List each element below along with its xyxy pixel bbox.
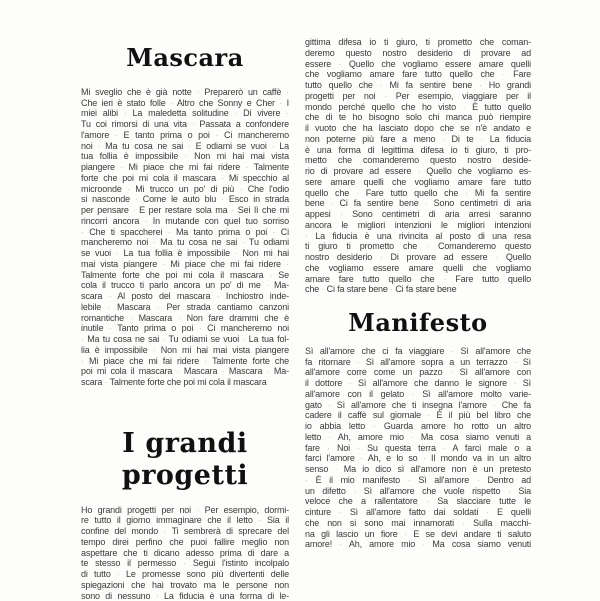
separator-dot: · [266,366,270,377]
separator-dot: · [245,162,249,173]
lyric-line: Che ieri è stato folle · Altro che Sonny e Cher · I [81,97,289,108]
separator-dot: · [220,172,224,183]
separator-dot: · [108,291,112,302]
separator-dot: · [486,507,490,518]
lyric-line: · La fiducia è una rivincita al posto di una resa [305,230,531,241]
separator-dot: · [107,301,111,312]
lyric-line: re tutto il giorno immaginare che il letto · Sia il [81,515,289,526]
separator-dot: · [427,410,431,421]
separator-dot: · [465,187,468,198]
lyric-line: te stesso il permesso · Segui l'istinto incolpalo [81,558,290,569]
lyric-line: · È il mio manifesto · Sì all'amore · Dentro ad [305,474,532,485]
lyric-line: forte che poi mi cola il mascara · Mi specchio al [81,172,289,183]
song-title-i-grandi-progetti: I grandi progetti [121,427,249,492]
separator-dot: · [215,129,219,140]
lyric-line: il vuoto che ha lasciato dopo che se n'è andato e [305,123,531,133]
lyric-line: sere amare quelli che vogliamo amare fare tutto [305,176,531,187]
lyric-line: che non si sono mai innamorati · Sulla macchi- [305,517,532,528]
separator-dot: · [216,291,220,302]
lyric-line: quello che · Fare tutto quello che · Mi fa sentire [305,187,531,198]
separator-dot: · [305,474,308,485]
lyric-line: amore! · Ah, amore mio · Ma cosa siamo venuti [305,539,532,550]
separator-dot: · [176,366,180,377]
separator-dot: · [242,334,246,345]
lyrics-i-grandi-progetti [81,505,289,601]
separator-dot: · [373,421,376,432]
separator-dot: · [327,399,331,410]
separator-dot: · [478,80,482,90]
lyric-line: rio di provare ad essere · Quello che vogliamo es- [305,166,531,176]
separator-dot: · [422,453,426,464]
separator-dot: · [123,108,127,119]
separator-dot: · [81,355,84,366]
separator-dot: · [449,367,453,378]
separator-dot: · [462,517,466,528]
separator-dot: · [167,226,171,237]
lyric-line: che vogliamo amare fare tutto quello che · Fare [305,69,531,80]
separator-dot: · [339,539,343,550]
separator-dot: · [157,301,160,312]
lyric-line: piangere · Mi piace che mi fai ridere · Talmente [81,162,289,173]
separator-dot: · [502,69,506,80]
lyric-line: è una forma di legittima difesa io ti giuro, ti pro- [305,144,531,155]
lyrics-i-grandi-progetti-continued [305,37,531,295]
separator-dot: · [81,226,84,237]
lyric-line: si nasconde · Come le auto blu · Esco in strada [81,194,290,205]
lyric-line: nostro desiderio · Di provare ad essere · Quello [305,252,531,262]
separator-dot: · [241,237,245,248]
lyric-line: un difetto · Sì all'amore che vuole rispetto · Sia [305,485,531,496]
lyric-line: all'amore con il gelato · Sì all'amore molto varie- [305,388,531,399]
separator-dot: · [379,252,383,262]
separator-dot: · [442,133,445,144]
separator-dot: · [272,226,276,237]
lyric-line: fa ritornare · Sì all'amore sopra a un terrazzo · Sì [305,356,531,367]
lyric-line: gittima difesa io ti giuro, ti prometto che coman- [305,37,531,47]
lyric-line: di tutto · Le promesse sono più divertenti delle [81,569,290,580]
lyric-line: lebile · Mascara · Per strada cantiamo canzoni [81,301,289,312]
lyric-line: non poterne più fare a meno · Di te · La fiducia [305,133,531,144]
lyric-line: se vuoi · La tua follia è impossibile · Non mi hai [81,248,289,259]
lyric-line: ancora le migliori intenzioni le migliori intenzioni [305,219,531,230]
separator-dot: · [271,140,275,151]
separator-dot: · [327,442,330,453]
separator-dot: · [204,355,208,366]
lyric-line: mai vista piangere · Mi piace che mi fai ridere · [81,258,289,269]
separator-dot: · [129,312,133,323]
separator-dot: · [170,97,173,108]
lyric-line: che · Ci fa stare bene · Ci fa stare bene [305,284,457,295]
lyric-line: spiegazioni che hai trovato ma le persone non [81,579,289,590]
separator-dot: · [120,162,124,173]
lyric-line: confine del mondo · Ti sembrerà di sprecare del [81,526,289,537]
separator-dot: · [404,528,407,539]
lyric-line: l'amore · E tanto prima o poi · Ci mancheremo [81,129,289,140]
separator-dot: · [187,140,191,151]
separator-dot: · [196,504,200,515]
lyric-line: scara · Al posto del mascara · Inchiostro inde- [81,291,290,302]
separator-dot: · [495,252,499,262]
lyric-line: inutile · Tanto prima o poi · Ci mancheremo noi [81,323,289,334]
lyric-line: aspettare che ti dicano adesso prima di dare a [81,547,289,558]
lyric-line: veloce che a rallentatore · Sa slacciare tutte le [305,496,531,507]
lyric-line: io abbia letto · Guarda amore ho rotto un altro [305,421,532,432]
lyric-line: cola il trucco ti parlo ancora un po' di me · Ma- [81,280,290,291]
lyric-line: · Ma tu cosa ne sai · Tu odiami se vuoi · La tua fol- [81,334,289,345]
separator-dot: · [426,496,429,507]
lyric-line: deremo questo nostro desiderio di provare ad [305,47,531,58]
separator-dot: · [450,345,454,356]
lyric-line: appesi · Sono centimetri di aria arresi saranno [305,209,531,219]
separator-dot: · [411,388,415,399]
separator-dot: · [476,474,480,485]
separator-dot: · [221,366,225,377]
separator-dot: · [513,356,517,367]
lyrics-mascara [81,87,289,388]
separator-dot: · [114,129,118,140]
separator-dot: · [132,205,136,216]
left-column [81,44,289,601]
lyric-line: cadere il caffè sul giornale · È il più bel libro che [305,410,531,421]
separator-dot: · [334,464,338,475]
separator-dot: · [356,356,360,367]
lyric-line: mondo perché quello che ho visto · È tutto quello [305,101,531,112]
separator-dot: · [198,323,202,334]
separator-dot: · [417,166,421,176]
lyric-line: sono di nessuno · La fiducia è una forma di le- [81,590,289,601]
separator-dot: · [221,194,224,205]
lyric-line: metto che comanderemo questo nostro deside- [305,155,531,166]
separator-dot: · [353,485,357,496]
lyric-line: Sì all'amore che ci fa viaggiare · Sì all'amore che [305,345,531,356]
lyric-line: romantiche · Mascara · Non fare drammi che è [81,312,289,323]
lyric-line: Talmente forte che poi mi cola il mascara · Se [81,269,289,280]
lyric-line: letto · Ah, amore mio · Ma cosa siamo venuti a [305,431,531,442]
lyrics-manifesto [305,346,531,550]
separator-dot: · [480,133,484,144]
separator-dot: · [390,284,393,295]
separator-dot: · [177,312,181,323]
separator-dot: · [422,539,426,550]
separator-dot: · [328,431,332,442]
lyric-line: microonde · Mi trucco un po' di più · Che l'odio [81,183,289,194]
lyric-line: senso · Ma io dico sì all'amore non è un pretesto [305,464,531,475]
separator-dot: · [134,194,138,205]
lyric-line: lia è impossibile · Non mi hai mai vista piangere [81,344,289,355]
lyric-line: poi mi cola il mascara · Mascara · Mascara · Ma- [81,366,289,377]
lyric-line: tutto quello che · Mi fa sentire bene · Ho grandi [305,80,532,90]
lyric-line: miei alibi · La maledetta solitudine · Di vivere · [81,108,289,119]
separator-dot: · [410,431,414,442]
separator-dot: · [305,230,308,241]
separator-dot: · [234,248,238,259]
lyric-line: che di te ho bisogno solo chi manca può riempire [305,112,531,123]
lyric-line: essere · Quello che vogliamo essere amare quelli [305,58,531,69]
lyric-line: per pensare · E per restare sola ma · Sei lì che mi [81,205,290,216]
separator-dot: · [231,205,235,216]
separator-dot: · [286,86,289,97]
lyric-line: scara · Talmente forte che poi mi cola il mascara [81,377,267,388]
separator-dot: · [81,334,84,345]
separator-dot: · [234,108,238,119]
separator-dot: · [424,198,428,209]
separator-dot: · [97,140,101,151]
separator-dot: · [127,183,130,194]
lyric-line: fare · Noi · Su questa terra · A farci male o a [305,442,532,453]
lyric-line: tua follia è impossibile · Non mi hai mai vista [81,151,289,162]
separator-dot: · [339,209,343,219]
separator-dot: · [163,526,167,537]
separator-dot: · [184,151,188,162]
separator-dot: · [338,58,342,69]
song-title-mascara: Mascara [126,43,244,72]
lyric-line: progetti per noi · Per esempio, viaggiare per il [305,90,531,101]
lyric-line: na gli lascio un fiore · E se devi andare ti saluto [305,528,531,539]
separator-dot: · [104,377,108,388]
lyric-line: gato · Sì all'amore che ti insegna l'amore · Che fa [305,399,531,410]
separator-dot: · [426,241,429,252]
separator-dot: · [286,108,289,119]
separator-dot: · [152,344,156,355]
separator-dot: · [152,237,156,248]
separator-dot: · [162,334,166,345]
separator-dot: · [407,474,411,485]
lyric-line: rincorri ancora · In mutande con quel tuo sorriso [81,215,289,226]
separator-dot: · [116,569,120,580]
lyric-line: noi · Ma tu cosa ne sai · E odiami se vuoi · La [81,140,289,151]
lyric-line: farci l'amore · Ah, e lo so · Il mondo va in un altro [305,453,531,464]
lyric-line: cinture · Sì all'amore fatto dai soldati · E quelli [305,507,531,518]
lyric-line: il dottore · Sì all'amore che danno le signore · Sì [305,378,531,389]
separator-dot: · [115,248,119,259]
separator-dot: · [507,485,511,496]
lyric-line: Mi sveglio che è già notte · Preparerò un caffè · [81,86,289,97]
separator-dot: · [196,86,200,97]
lyric-line: · Che ti spaccherei · Ma tanto prima o poi · Ci [81,226,289,237]
separator-dot: · [258,515,262,526]
separator-dot: · [348,378,352,389]
separator-dot: · [265,280,269,291]
lyric-line: bene · Ci fa sentire bene · Sono centimetri di aria [305,198,531,209]
separator-dot: · [360,453,363,464]
separator-dot: · [379,80,383,90]
separator-dot: · [286,258,289,269]
separator-dot: · [144,215,148,226]
lyric-line: tempo direi perfino che puoi fallire meglio non [81,536,289,547]
lyric-line: amare fare tutto quello che · Fare tutto quello [305,273,531,284]
separator-dot: · [279,97,283,108]
lyric-line: Ho grandi progetti per noi · Per esempio, dormi- [81,504,289,515]
lyric-line: che vogliamo essere amare quelli che vogliamo [305,262,531,273]
lyric-line: · Mi piace che mi fai ridere · Talmente forte che [81,355,289,366]
separator-dot: · [321,284,325,295]
separator-dot: · [355,187,359,198]
separator-dot: · [443,273,447,284]
separator-dot: · [330,198,334,209]
separator-dot: · [442,442,446,453]
separator-dot: · [338,507,342,518]
separator-dot: · [357,442,360,453]
lyric-line: mancheremo noi · Ma tu cosa ne sai · Tu odiami [81,237,289,248]
separator-dot: · [384,90,388,101]
separator-dot: · [109,323,112,334]
lyric-line: all'amore corre come un pazzo · Sì all'amore con [305,367,531,378]
separator-dot: · [462,101,466,112]
separator-dot: · [513,378,517,389]
lyric-line: Tu coi rimorsi di una vita · Passata a confondere [81,119,289,130]
separator-dot: · [162,258,166,269]
separator-dot: · [191,119,195,130]
lyric-line: ti giuro ti prometto che · Comanderemo questo [305,241,531,252]
separator-dot: · [239,183,243,194]
song-title-manifesto: Manifesto [348,308,488,337]
right-column [305,37,531,550]
separator-dot: · [269,269,273,280]
separator-dot: · [492,399,496,410]
separator-dot: · [183,558,186,569]
separator-dot: · [155,590,159,601]
